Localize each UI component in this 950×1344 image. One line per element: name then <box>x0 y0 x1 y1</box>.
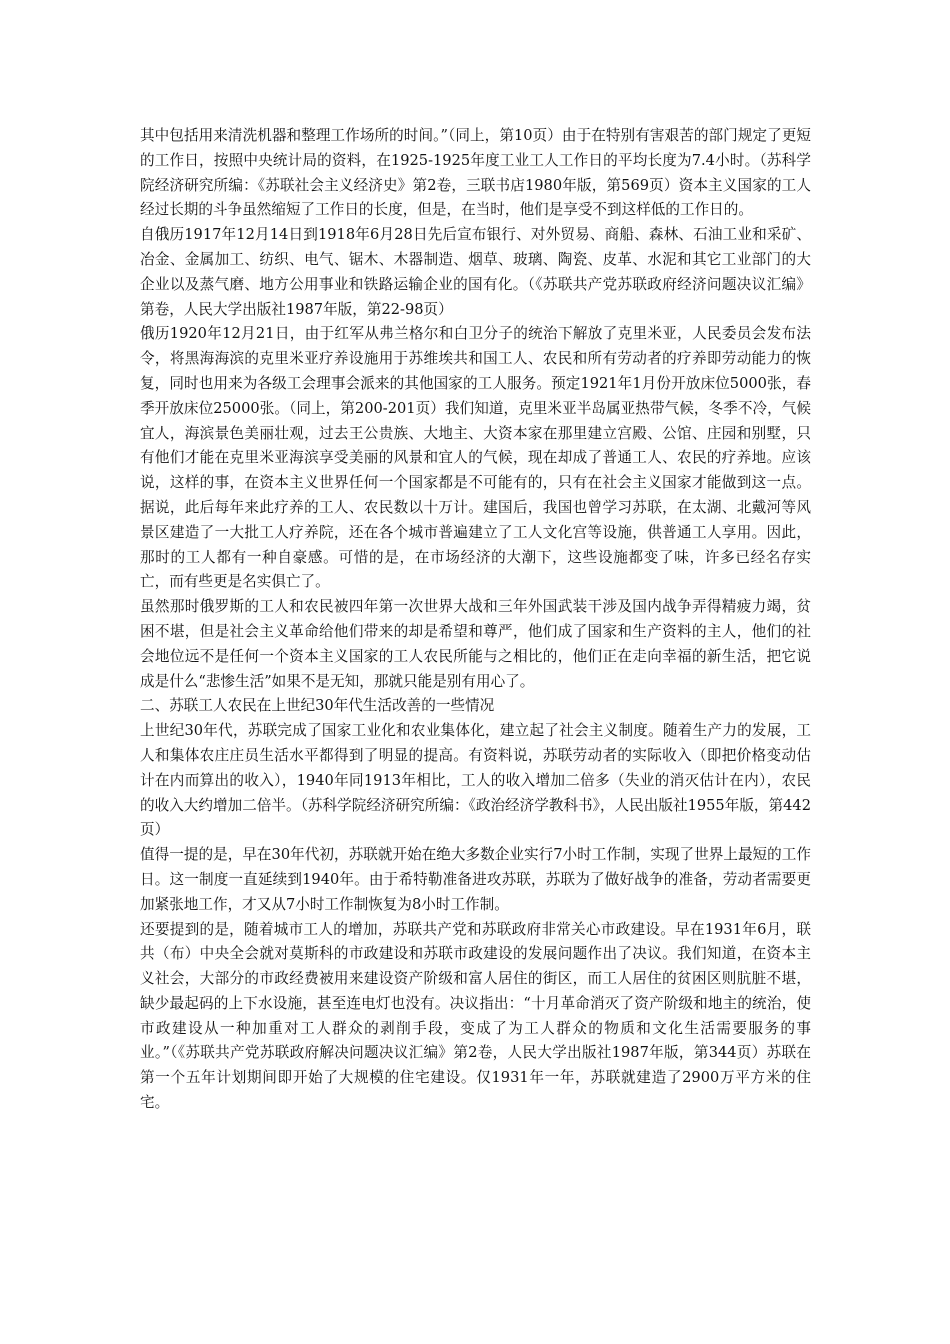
document-body <box>140 124 811 1116</box>
paragraph-municipal-construction: 还要提到的是，随着城市工人的增加，苏联共产党和苏联政府非常关心市政建设。早在1931年6月，联共（布）中央全会就对莫斯科的市政建设和苏联市政建设的发展问题作出了决议。我们知道，在资本主义社会，大部分的市政经费被用来建设资产阶级和富人居住的街区，而工人居住的贫困区则肮脏不堪，缺少最起码的上下水设施，甚至连电灯也没有。决议指出：“十月革命消灭了资产阶级和地主的统治，使市政建设从一种加重对工人群众的剥削手段，变成了为工人群众的物质和文化生活需要服务的事业。”（《苏联共产党苏联政府解决问题决议汇编》第2卷，人民大学出版社1987年版，第344页）苏联在第一个五年计划期间即开始了大规模的住宅建设。仅1931年一年，苏联就建造了2900万平方米的住宅。 <box>140 920 811 1112</box>
section-heading: 二、苏联工人农民在上世纪30年代生活改善的一些情况 <box>140 697 495 715</box>
paragraph-crimea-sanatoriums: 俄历1920年12月21日，由于红军从弗兰格尔和白卫分子的统治下解放了克里米亚，人民委员会发布法令，将黑海海滨的克里米亚疗养设施用于苏维埃共和国工人、农民和所有劳动者的疗养即劳动能力的恢复，同时也用来为各级工会理事会派来的其他国家的工人服务。预定1921年1月份开放床位5000张，春季开放床位25000张。（同上，第200-201页）我们知道，克里米亚半岛属亚热带气候，冬季不冷，气候宜人，海滨景色美丽壮观，过去王公贵族、大地主、大资本家在那里建立宫殿、公馆、庄园和别墅，只有他们才能在克里米亚海滨享受美丽的风景和宜人的气候，现在却成了普通工人、农民的疗养地。应该说，这样的事，在资本主义世界任何一个国家都是不可能有的，只有在社会主义国家才能做到这一点。据说，此后每年来此疗养的工人、农民数以十万计。建国后，我国也曾学习苏联，在太湖、北戴河等风景区建造了一大批工人疗养院，还在各个城市普遍建立了工人文化宫等设施，供普通工人享用。因此，那时的工人都有一种自豪感。可惜的是，在市场经济的大潮下，这些设施都变了味，许多已经名存实亡，而有些更是名实俱亡了。 <box>140 325 811 591</box>
paragraph-working-day: 其中包括用来清洗机器和整理工作场所的时间。”（同上，第10页）由于在特别有害艰苦的部门规定了更短的工作日，按照中央统计局的资料，在1925-1925年度工业工人工作日的平均长度为7.4小时。（苏科学院经济研究所编：《苏联社会主义经济史》第2卷，三联书店1980年版，第569页）资本主义国家的工人经过长期的斗争虽然缩短了工作日的长度，但是，在当时，他们是享受不到这样低的工作日的。 <box>140 127 811 219</box>
paragraph-seven-hour-day: 值得一提的是，早在30年代初，苏联就开始在绝大多数企业实行7小时工作制，实现了世界上最短的工作日。这一制度一直延续到1940年。由于希特勒准备进攻苏联，苏联为了做好战争的准备，劳动者需要更加紧张地工作，才又从7小时工作制恢复为8小时工作制。 <box>140 846 811 913</box>
paragraph-workers-dignity: 虽然那时俄罗斯的工人和农民被四年第一次世界大战和三年外国武装干涉及国内战争弄得精疲力竭，贫困不堪，但是社会主义革命给他们带来的却是希望和尊严，他们成了国家和生产资料的主人，他们的社会地位远不是任何一个资本主义国家的工人农民所能与之相比的，他们正在走向幸福的新生活，把它说成是什么“悲惨生活”如果不是无知，那就只能是别有用心了。 <box>140 598 811 690</box>
paragraph-1930s-income: 上世纪30年代，苏联完成了国家工业化和农业集体化，建立起了社会主义制度。随着生产力的发展，工人和集体农庄庄员生活水平都得到了明显的提高。有资料说，苏联劳动者的实际收入（即把价格变动估计在内而算出的收入），1940年同1913年相比，工人的收入增加二倍多（失业的消灭估计在内），农民的收入大约增加二倍半。（苏科学院经济研究所编：《政治经济学教科书》，人民出版社1955年版，第442页） <box>140 722 811 839</box>
paragraph-nationalization: 自俄历1917年12月14日到1918年6月28日先后宣布银行、对外贸易、商船、森林、石油工业和采矿、冶金、金属加工、纺织、电气、锯木、木器制造、烟草、玻璃、陶瓷、皮革、水泥和其它工业部门的大企业以及蒸气磨、地方公用事业和铁路运输企业的国有化。（《苏联共产党苏联政府经济问题决议汇编》第卷，人民大学出版社1987年版，第22-98页） <box>140 226 811 318</box>
